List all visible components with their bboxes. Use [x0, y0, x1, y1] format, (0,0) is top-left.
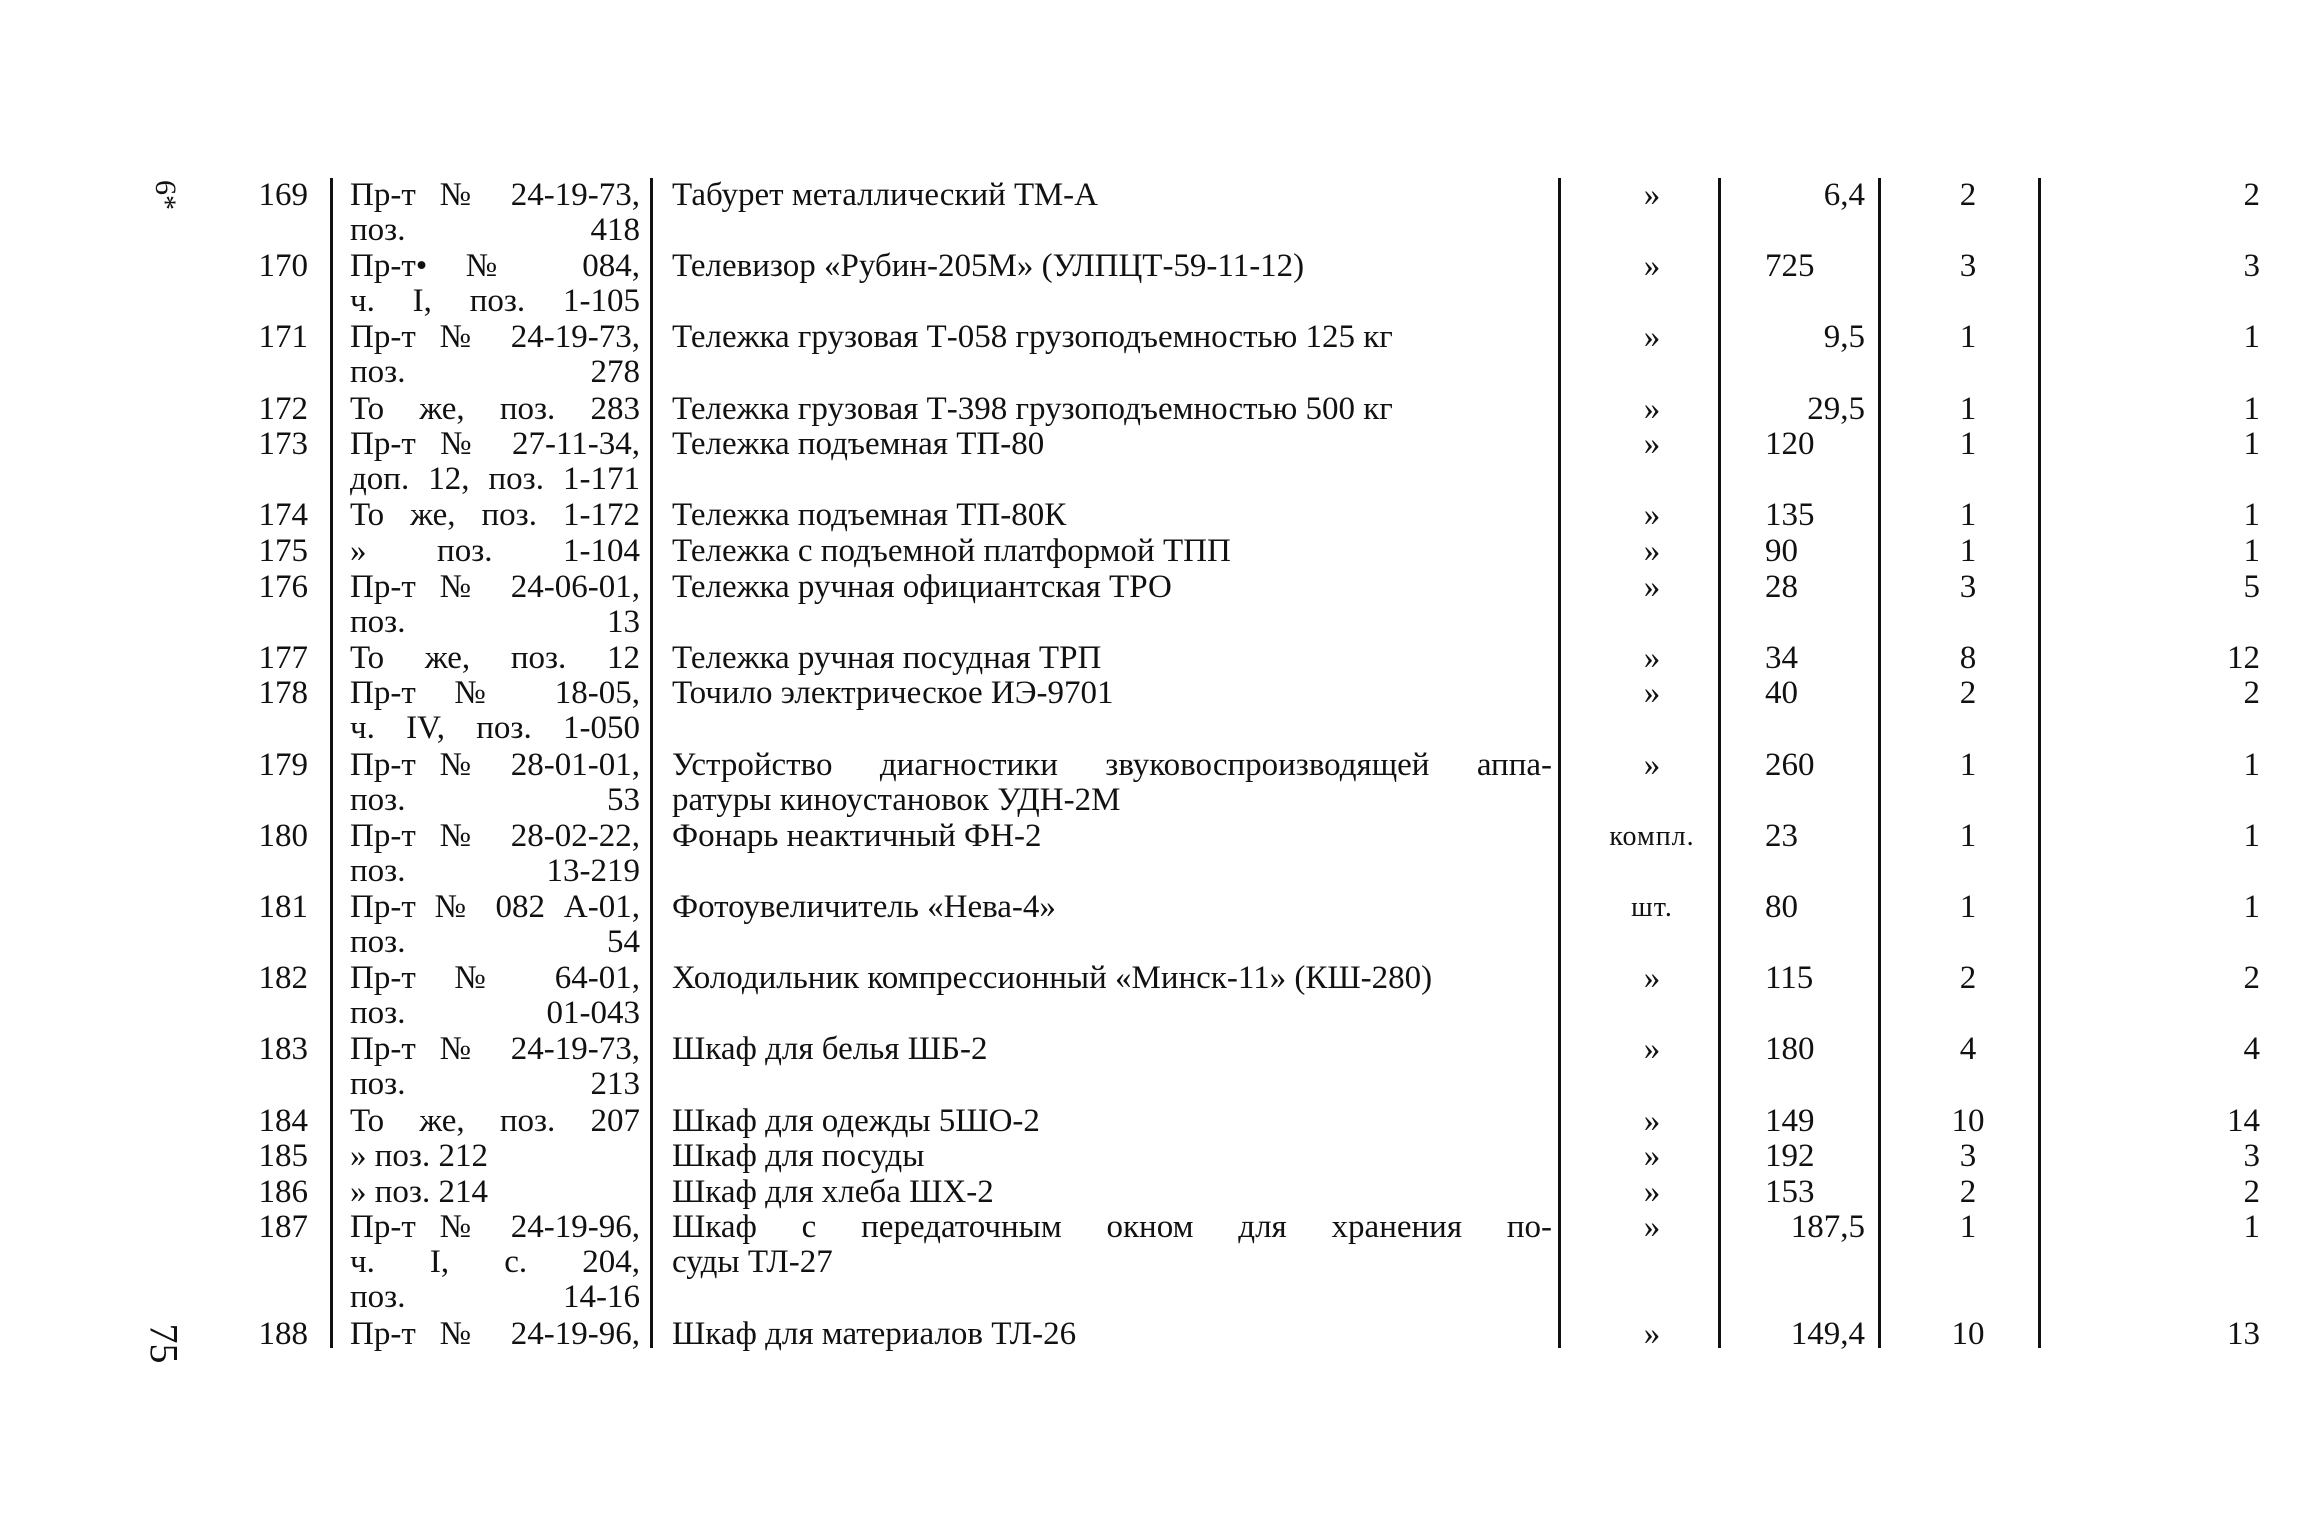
row-number: 188: [258, 1316, 308, 1353]
item-name: [672, 890, 1552, 925]
unit-of-measure: »: [1643, 675, 1661, 712]
unit-price: 80: [1765, 889, 1798, 925]
item-name-line: Шкаф для посуды: [672, 1138, 925, 1175]
source-reference: [350, 178, 640, 248]
source-reference: [350, 1104, 640, 1139]
unit-of-measure: »: [1643, 1138, 1661, 1175]
source-reference: [350, 748, 640, 818]
quantity-2: 1: [2243, 1209, 2260, 1246]
unit-of-measure: »: [1643, 533, 1661, 569]
source-line: поз. 14-16: [350, 1279, 640, 1316]
quantity-2: 1: [2243, 817, 2260, 854]
item-name: [672, 1032, 1552, 1067]
quantity-1: 2: [1959, 675, 1977, 712]
unit-price: 29,5: [1807, 390, 1865, 427]
unit-of-measure: »: [1643, 960, 1661, 997]
source-line: То же, поз. 283: [350, 390, 640, 427]
source-reference: [350, 498, 640, 533]
source-reference: [350, 320, 640, 390]
source-line: поз. 54: [350, 924, 640, 960]
item-name: [672, 641, 1552, 676]
source-line: Пр-т № 082 А-01,: [350, 889, 640, 925]
quantity-2: 3: [2243, 248, 2260, 285]
source-reference: [350, 641, 640, 676]
source-reference: [350, 1139, 640, 1174]
item-name: [672, 1317, 1552, 1352]
unit-of-measure: »: [1643, 248, 1661, 285]
item-name-line: суды ТЛ-27: [672, 1244, 833, 1281]
row-number: 186: [258, 1173, 308, 1210]
unit-of-measure: компл.: [1609, 820, 1695, 852]
unit-of-measure: шт.: [1631, 892, 1673, 923]
item-name: [672, 1139, 1552, 1174]
quantity-1: 3: [1959, 568, 1977, 605]
unit-price: 90: [1765, 533, 1798, 569]
source-line: То же, поз. 1-172: [350, 497, 640, 534]
item-name-line: Тележка грузовая Т-058 грузоподъемностью 125 кг: [672, 319, 1393, 356]
quantity-2: 1: [2243, 390, 2260, 427]
source-line: поз. 418: [350, 212, 640, 248]
source-line: Пр-т № 27-11-34,: [350, 426, 640, 463]
quantity-1: 2: [1959, 177, 1977, 213]
source-line: Пр-т № 24-19-96,: [350, 1316, 640, 1353]
unit-price: 149: [1765, 1102, 1815, 1139]
item-name: [672, 534, 1552, 569]
source-line: Пр-т•№ 084,: [350, 248, 640, 285]
item-name: [672, 961, 1552, 996]
item-name: [672, 1210, 1552, 1280]
item-name: [672, 676, 1552, 711]
quantity-1: 1: [1959, 533, 1977, 569]
item-name-line: Фонарь неактичный ФН-2: [672, 817, 1042, 854]
source-line: поз. 278: [350, 354, 640, 391]
source-line: Пр-т № 24-19-96,: [350, 1209, 640, 1246]
unit-price: 28: [1765, 568, 1798, 605]
unit-of-measure: »: [1643, 1209, 1661, 1246]
item-name: [672, 748, 1552, 818]
item-name: [672, 1104, 1552, 1139]
row-number: 182: [258, 960, 308, 997]
item-name-line: Шкаф для белья ШБ-2: [672, 1031, 988, 1068]
source-reference: [350, 249, 640, 319]
item-name-line: Устройство диагностики звуковоспроизводящей аппа-: [672, 746, 1552, 783]
source-line: Пр-т № 24-19-73,: [350, 1031, 640, 1068]
row-number: 185: [258, 1138, 308, 1175]
source-line: ч. I, поз. 1-105: [350, 283, 640, 320]
source-line: поз. 13: [350, 603, 640, 640]
source-line: поз. 01-043: [350, 995, 640, 1032]
item-name-line: Телевизор «Рубин-205М» (УЛПЦТ-59-11-12): [672, 248, 1305, 285]
item-name-line: ратуры киноустановок УДН-2М: [672, 781, 1121, 818]
source-reference: [350, 392, 640, 427]
unit-of-measure: »: [1643, 390, 1661, 427]
unit-of-measure: »: [1643, 497, 1661, 534]
unit-of-measure: »: [1643, 1173, 1661, 1210]
item-name: [672, 178, 1552, 213]
item-name: [672, 249, 1552, 284]
source-reference: [350, 427, 640, 497]
unit-price: 6,4: [1823, 177, 1865, 213]
row-number: 174: [258, 497, 308, 534]
column-rule-2: [650, 178, 653, 1348]
row-number: 173: [258, 426, 308, 463]
source-reference: [350, 890, 640, 960]
row-number: 178: [258, 675, 308, 712]
unit-price: 135: [1765, 497, 1815, 534]
quantity-2: 13: [2227, 1316, 2260, 1353]
item-name: [672, 819, 1552, 854]
item-name: [672, 570, 1552, 605]
row-number: 183: [258, 1031, 308, 1068]
quantity-1: 1: [1959, 426, 1977, 463]
source-reference: [350, 570, 640, 640]
quantity-2: 3: [2243, 1138, 2260, 1175]
unit-price: 40: [1765, 675, 1798, 712]
column-rule-6: [2038, 178, 2041, 1348]
source-line: ч. IV, поз. 1-050: [350, 710, 640, 747]
row-number: 169: [258, 177, 308, 213]
column-rule-3: [1558, 178, 1561, 1348]
margin-mark-bottom: 75: [141, 1323, 187, 1364]
item-name-line: Тележка с подъемной платформой ТПП: [672, 533, 1231, 569]
row-number: 171: [258, 319, 308, 356]
source-line: Пр-т № 24-19-73,: [350, 177, 640, 213]
quantity-1: 8: [1959, 639, 1977, 676]
source-line: » поз. 214: [350, 1173, 488, 1210]
source-line: » поз. 212: [350, 1138, 488, 1175]
margin-mark-top: 6*: [149, 180, 182, 210]
quantity-1: 3: [1959, 248, 1977, 285]
quantity-1: 1: [1959, 497, 1977, 534]
unit-of-measure: »: [1643, 1031, 1661, 1068]
source-line: доп. 12, поз. 1-171: [350, 461, 640, 498]
quantity-1: 1: [1959, 1209, 1977, 1246]
item-name-line: Тележка подъемная ТП-80: [672, 426, 1045, 463]
row-number: 170: [258, 248, 308, 285]
source-line: Пр-т № 18-05,: [350, 675, 640, 712]
unit-of-measure: »: [1643, 177, 1661, 213]
item-name: [672, 320, 1552, 355]
row-number: 184: [258, 1102, 308, 1139]
row-number: 177: [258, 639, 308, 676]
unit-of-measure: »: [1643, 639, 1661, 676]
unit-price: 153: [1765, 1173, 1815, 1210]
unit-price: 260: [1765, 746, 1815, 783]
quantity-2: 2: [2243, 960, 2260, 997]
item-name: [672, 498, 1552, 533]
item-name-line: Шкаф для одежды 5ШО-2: [672, 1102, 1040, 1139]
quantity-2: 1: [2243, 319, 2260, 356]
source-line: То же, поз. 207: [350, 1102, 640, 1139]
row-number: 175: [258, 533, 308, 569]
source-reference: [350, 1032, 640, 1102]
unit-of-measure: »: [1643, 1316, 1661, 1353]
source-line: То же, поз. 12: [350, 639, 640, 676]
source-reference: [350, 819, 640, 889]
item-name-line: Тележка ручная официантская ТРО: [672, 568, 1172, 605]
source-line: Пр-т № 24-06-01,: [350, 568, 640, 605]
unit-of-measure: »: [1643, 1102, 1661, 1139]
quantity-1: 1: [1959, 817, 1977, 854]
row-number: 176: [258, 568, 308, 605]
quantity-1: 4: [1959, 1031, 1977, 1068]
unit-price: 23: [1765, 817, 1798, 854]
quantity-1: 2: [1959, 1173, 1977, 1210]
source-line: поз. 53: [350, 781, 640, 818]
source-line: Пр-т № 24-19-73,: [350, 319, 640, 356]
row-number: 179: [258, 746, 308, 783]
column-rule-1: [330, 178, 333, 1348]
item-name-line: Шкаф для хлеба ШХ-2: [672, 1173, 994, 1210]
source-line: Пр-т № 64-01,: [350, 960, 640, 997]
quantity-2: 1: [2243, 497, 2260, 534]
unit-price: 115: [1765, 960, 1814, 997]
quantity-2: 1: [2243, 426, 2260, 463]
row-number: 172: [258, 390, 308, 427]
source-line: » поз. 1-104: [350, 533, 640, 569]
quantity-2: 14: [2227, 1102, 2260, 1139]
quantity-2: 12: [2227, 639, 2260, 676]
source-reference: [350, 534, 640, 569]
item-name: [672, 392, 1552, 427]
item-name-line: Табурет металлический ТМ-А: [672, 177, 1098, 213]
unit-price: 120: [1765, 426, 1815, 463]
quantity-1: 1: [1959, 889, 1977, 925]
quantity-1: 1: [1959, 319, 1977, 356]
quantity-1: 10: [1951, 1102, 1985, 1139]
quantity-2: 1: [2243, 746, 2260, 783]
unit-of-measure: »: [1643, 568, 1661, 605]
item-name: [672, 427, 1552, 462]
quantity-2: 4: [2243, 1031, 2260, 1068]
source-reference: [350, 676, 640, 746]
item-name-line: Холодильник компрессионный «Минск-11» (КШ-280): [672, 960, 1433, 997]
unit-price: 149,4: [1790, 1316, 1865, 1353]
quantity-1: 2: [1959, 960, 1977, 997]
item-name-line: Точило электрическое ИЭ-9701: [672, 675, 1114, 712]
quantity-2: 1: [2243, 533, 2260, 569]
unit-price: 9,5: [1823, 319, 1865, 356]
source-line: поз. 13-219: [350, 852, 640, 889]
quantity-1: 3: [1959, 1138, 1977, 1175]
unit-price: 192: [1765, 1138, 1815, 1175]
item-name-line: Тележка подъемная ТП-80К: [672, 497, 1067, 534]
source-line: Пр-т № 28-02-22,: [350, 817, 640, 854]
unit-of-measure: »: [1643, 319, 1661, 356]
item-name: [672, 1175, 1552, 1210]
item-name-line: Фотоувеличитель «Нева-4»: [672, 889, 1056, 925]
source-reference: [350, 961, 640, 1031]
quantity-2: 5: [2243, 568, 2260, 605]
quantity-2: 2: [2243, 177, 2260, 213]
unit-price: 187,5: [1790, 1209, 1865, 1246]
source-reference: [350, 1210, 640, 1315]
item-name-line: Шкаф для материалов ТЛ-26: [672, 1316, 1077, 1353]
source-reference: [350, 1317, 640, 1352]
source-line: поз. 213: [350, 1066, 640, 1103]
item-name-line: Шкаф с передаточным окном для хранения по-: [672, 1209, 1552, 1246]
unit-price: 180: [1765, 1031, 1815, 1068]
source-line: ч. I, с. 204,: [350, 1244, 640, 1281]
unit-price: 725: [1765, 248, 1815, 285]
quantity-2: 2: [2243, 675, 2260, 712]
item-name-line: Тележка ручная посудная ТРП: [672, 639, 1102, 676]
quantity-1: 1: [1959, 390, 1977, 427]
unit-price: 34: [1765, 639, 1798, 676]
row-number: 180: [258, 817, 308, 854]
source-reference: [350, 1175, 640, 1210]
unit-of-measure: »: [1643, 426, 1661, 463]
unit-of-measure: »: [1643, 746, 1661, 783]
quantity-2: 2: [2243, 1173, 2260, 1210]
source-line: Пр-т № 28-01-01,: [350, 746, 640, 783]
quantity-2: 1: [2243, 889, 2260, 925]
row-number: 181: [258, 889, 308, 925]
quantity-1: 1: [1959, 746, 1977, 783]
row-number: 187: [258, 1209, 308, 1246]
quantity-1: 10: [1951, 1316, 1985, 1353]
item-name-line: Тележка грузовая Т-398 грузоподъемностью 500 кг: [672, 390, 1393, 427]
